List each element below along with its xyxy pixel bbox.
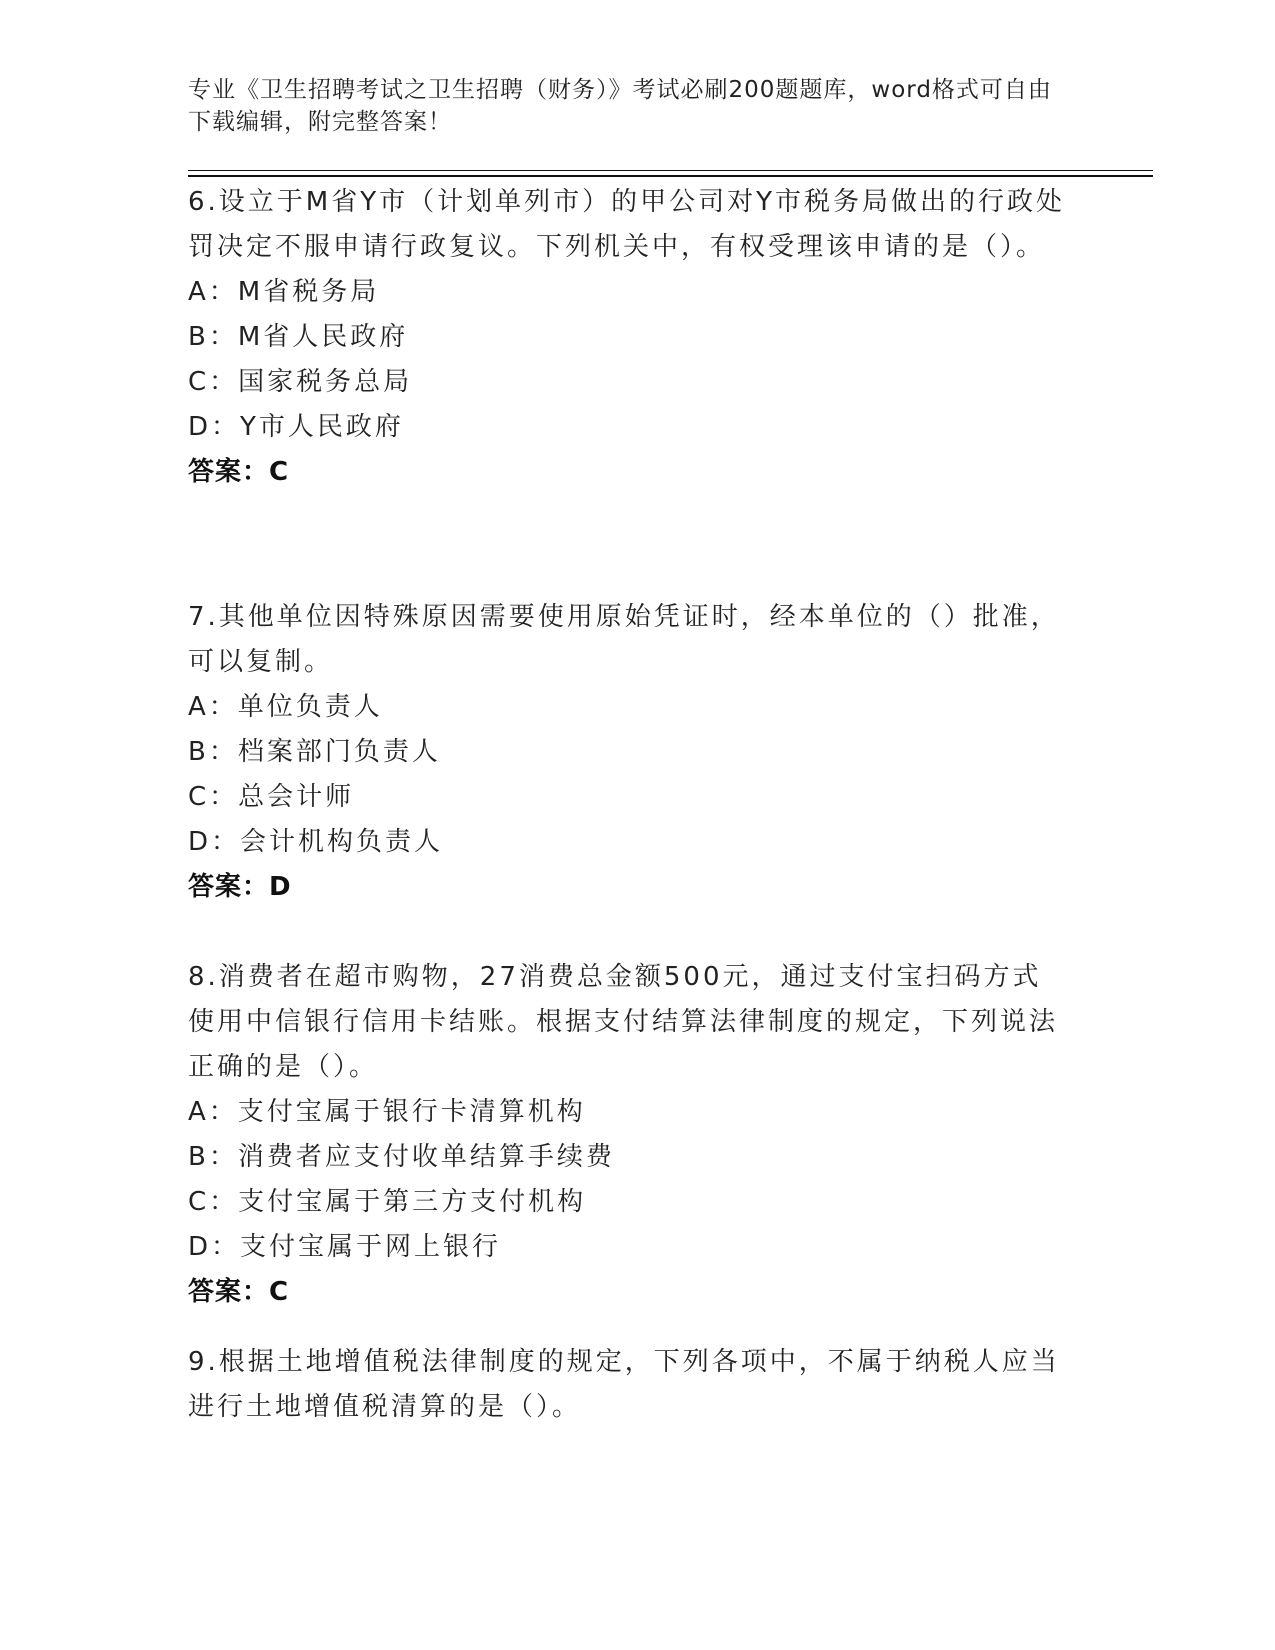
option-a: A：支付宝属于银行卡清算机构 xyxy=(188,1097,586,1127)
question-7 xyxy=(188,595,1068,910)
option-a: A：M省税务局 xyxy=(188,277,380,307)
question-text: 8.消费者在超市购物，27消费总金额500元，通过支付宝扫码方式使用中信银行信用卡结账。根据支付结算法律制度的规定，下列说法正确的是（）。 xyxy=(188,962,1059,1082)
option-c: C：国家税务总局 xyxy=(188,367,413,397)
header-divider-thick xyxy=(188,175,1153,177)
option-c: C：总会计师 xyxy=(188,782,355,812)
option-b: B：消费者应支付收单结算手续费 xyxy=(188,1142,615,1172)
question-text: 9.根据土地增值税法律制度的规定，下列各项中，不属于纳税人应当进行土地增值税清算的是（）。 xyxy=(188,1347,1060,1422)
option-d: D：Y市人民政府 xyxy=(188,412,404,442)
option-a: A：单位负责人 xyxy=(188,692,383,722)
option-c: C：支付宝属于第三方支付机构 xyxy=(188,1187,587,1217)
answer: 答案：C xyxy=(188,457,290,487)
question-text: 7.其他单位因特殊原因需要使用原始凭证时，经本单位的（）批准，可以复制。 xyxy=(188,602,1060,677)
option-d: D：支付宝属于网上银行 xyxy=(188,1232,502,1262)
option-b: B：档案部门负责人 xyxy=(188,737,441,767)
question-6 xyxy=(188,180,1068,495)
answer: 答案：C xyxy=(188,1277,290,1307)
document-header: 专业《卫生招聘考试之卫生招聘（财务）》考试必刷200题题库，word格式可自由下载编辑，附完整答案！ xyxy=(188,77,1052,135)
option-d: D：会计机构负责人 xyxy=(188,827,444,857)
answer: 答案：D xyxy=(188,872,292,902)
option-b: B：M省人民政府 xyxy=(188,322,409,352)
question-8 xyxy=(188,955,1068,1315)
question-text: 6.设立于M省Y市（计划单列市）的甲公司对Y市税务局做出的行政处罚决定不服申请行政复议。下列机关中，有权受理该申请的是（）。 xyxy=(188,187,1066,262)
header-divider-thin xyxy=(188,170,1153,171)
question-9 xyxy=(188,1340,1068,1430)
